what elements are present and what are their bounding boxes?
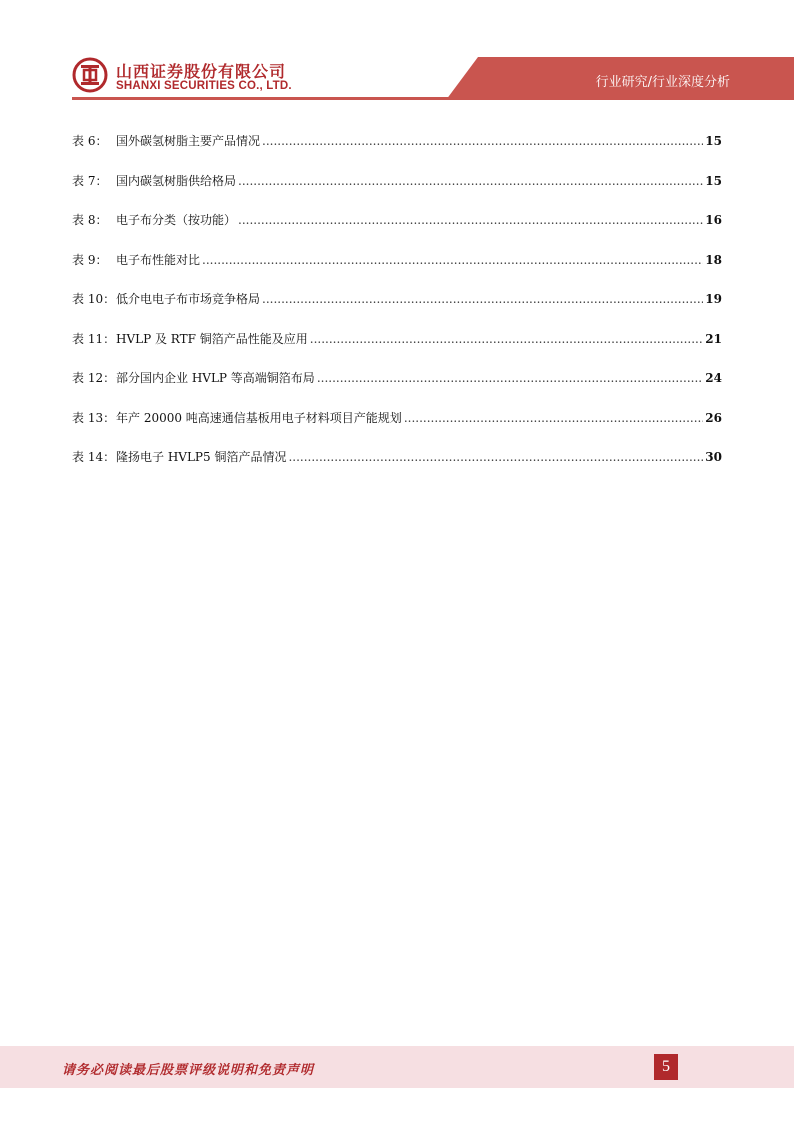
toc-entry[interactable]	[72, 211, 722, 251]
toc-entry-number: 表 12：	[72, 371, 116, 385]
toc-entry[interactable]	[72, 251, 722, 291]
toc-entry-page: 15	[705, 173, 722, 188]
toc-leader-dots	[262, 134, 703, 148]
toc-entry-number: 表 7：	[72, 173, 108, 188]
toc-entry[interactable]	[72, 369, 722, 409]
toc-entry-page: 19	[705, 292, 722, 306]
toc-leader-dots	[202, 253, 703, 267]
toc-leader-dots	[238, 213, 703, 227]
toc-entry-title: 电子布分类（按功能）	[116, 213, 237, 227]
toc-entry-page: 21	[705, 331, 722, 346]
toc-entry-title: 年产 20000 吨高速通信基板用电子材料项目产能规划	[116, 410, 402, 425]
toc-entry-number: 表 6：	[72, 134, 108, 148]
toc-leader-dots	[404, 411, 703, 425]
toc-entry-title: HVLP 及 RTF 铜箔产品性能及应用	[116, 331, 308, 346]
toc-entry-number: 表 11：	[72, 331, 116, 346]
toc-entry[interactable]	[72, 330, 722, 370]
toc-entry-page: 16	[705, 213, 722, 227]
toc-entry-number: 表 10：	[72, 292, 116, 306]
toc-entry-page: 15	[705, 134, 722, 148]
disclaimer-notice: 请务必阅读最后股票评级说明和免责声明	[62, 1063, 315, 1078]
page-footer	[0, 1046, 794, 1088]
toc-entry-title: 电子布性能对比	[116, 252, 201, 267]
toc-entry-page: 30	[705, 450, 722, 464]
report-category: 行业研究/行业深度分析	[595, 75, 730, 90]
toc-leader-dots	[288, 450, 703, 464]
company-name-en: SHANXI SECURITIES CO., LTD.	[116, 80, 292, 92]
toc-entry-page: 24	[705, 371, 722, 385]
toc-entry-page: 26	[705, 410, 722, 425]
toc-entry-title: 隆扬电子 HVLP5 铜箔产品情况	[116, 450, 287, 464]
company-name-cn: 山西证券股份有限公司	[116, 62, 287, 81]
toc-entry-number: 表 9：	[72, 252, 108, 267]
table-of-tables	[72, 132, 722, 488]
toc-leader-dots	[310, 332, 704, 346]
toc-leader-dots	[262, 292, 703, 306]
toc-entry-title: 低介电电子布市场竞争格局	[116, 292, 261, 306]
page-number: 5	[654, 1054, 678, 1080]
toc-entry-title: 国内碳氢树脂供给格局	[116, 173, 237, 188]
toc-entry[interactable]	[72, 448, 722, 488]
toc-entry[interactable]	[72, 409, 722, 449]
company-logo-icon	[72, 57, 108, 93]
toc-leader-dots	[317, 371, 703, 385]
toc-entry[interactable]	[72, 132, 722, 172]
toc-entry-page: 18	[705, 252, 722, 267]
toc-entry-number: 表 13：	[72, 410, 116, 425]
toc-entry-number: 表 8：	[72, 213, 108, 227]
toc-entry[interactable]	[72, 290, 722, 330]
toc-entry-title: 国外碳氢树脂主要产品情况	[116, 134, 261, 148]
header-banner	[0, 0, 794, 110]
toc-leader-dots	[238, 174, 703, 188]
page-header	[0, 0, 794, 110]
toc-entry-title: 部分国内企业 HVLP 等高端铜箔布局	[116, 371, 315, 385]
toc-entry[interactable]	[72, 172, 722, 212]
toc-entry-number: 表 14：	[72, 450, 116, 464]
